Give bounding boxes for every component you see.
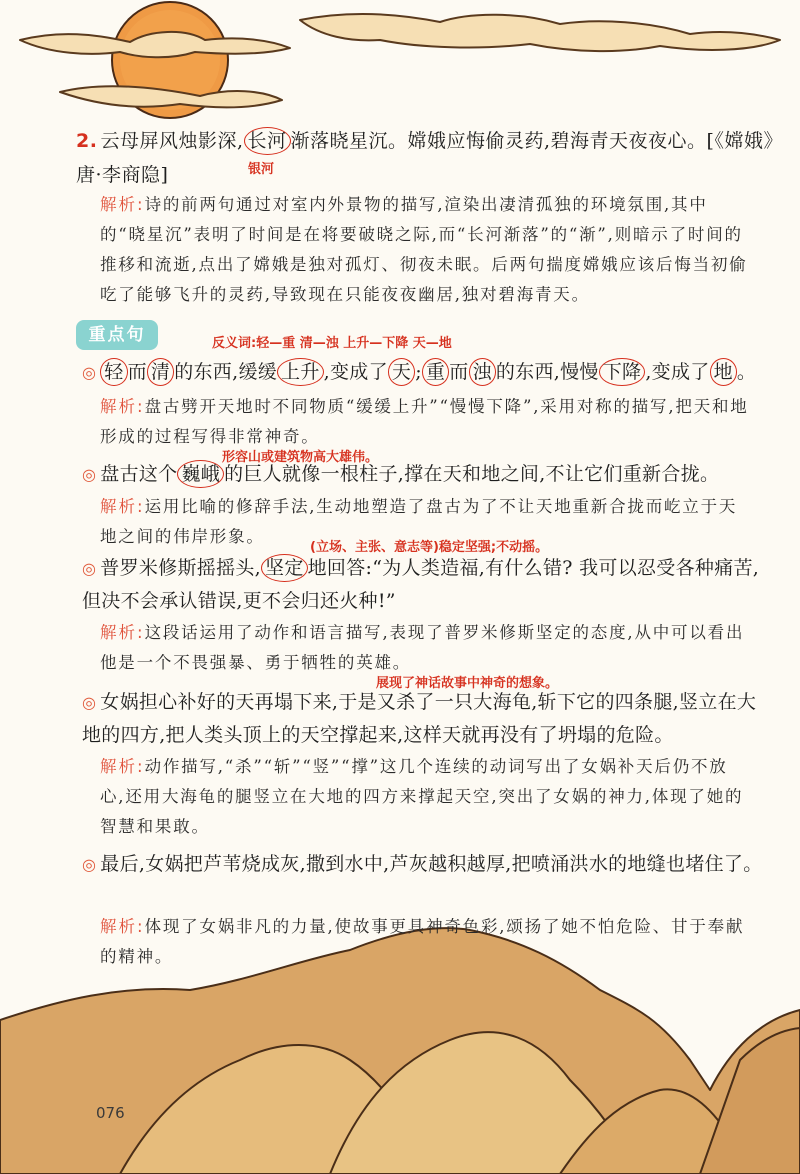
analysis-text: 动作描写,“杀”“斩”“竖”“撑”这几个连续的动词写出了女娲补天后仍不放心,还用大海龟的腿竖立在大地的四方来撑起天空,突出了女娲的神力,体现了她的智慧和果敢。 <box>100 757 744 836</box>
sentence-text: 的东西,缓缓 <box>174 361 278 383</box>
circled-word: 长河 <box>244 127 291 155</box>
analysis-block <box>100 190 750 310</box>
analysis-block <box>100 752 750 842</box>
analysis-label: 解析: <box>100 757 145 776</box>
analysis-label: 解析: <box>100 623 145 642</box>
sentence-text: 最后,女娲把芦苇烧成灰,撒到水中,芦灰越积越厚,把喷涌洪水的地缝也堵住了。 <box>100 853 763 875</box>
sentence-text: 盘古这个 <box>100 463 178 485</box>
key-sentence-2 <box>82 458 768 491</box>
poem-text-b: 渐落晓星沉。嫦娥应悔偷灵药,碧海青天夜夜心。[《嫦娥》唐·李商隐] <box>76 130 774 186</box>
analysis-text: 运用比喻的修辞手法,生动地塑造了盘古为了不让天地重新合拢而屹立于天地之间的伟岸形象。 <box>100 497 738 546</box>
analysis-text: 体现了女娲非凡的力量,使故事更具神奇色彩,颂扬了她不怕危险、甘于奉献的精神。 <box>100 917 745 966</box>
antonym-note: 反义词:轻—重 清—浊 上升—下降 天—地 <box>212 336 452 351</box>
definition-note: 形容山或建筑物高大雄伟。 <box>222 450 379 465</box>
circled-word: 浊 <box>469 358 496 386</box>
sentence-text: 而 <box>127 361 147 383</box>
analysis-label: 解析: <box>100 497 145 516</box>
section-badge: 重点句 <box>76 320 158 350</box>
bullet-icon: ◎ <box>82 465 97 484</box>
analysis-label: 解析: <box>100 397 145 416</box>
sentence-text: ; <box>415 361 422 383</box>
poem-text-a: 云母屏风烛影深, <box>100 130 244 152</box>
circled-word: 上升 <box>277 358 324 386</box>
analysis-text: 盘古劈开天地时不同物质“缓缓上升”“慢慢下降”,采用对称的描写,把天和地形成的过程写得非常神奇。 <box>100 397 749 446</box>
bullet-icon: ◎ <box>82 363 97 382</box>
sentence-text: 女娲担心补好的天再塌下来,于是又杀了一只大海龟,斩下它的四条腿,竖立在大地的四方,把人类头顶上的天空撑起来,这样天就再没有了坍塌的危险。 <box>82 691 757 746</box>
sentence-text: 普罗米修斯摇摇头, <box>100 557 262 579</box>
circled-word: 巍峨 <box>177 460 224 488</box>
sentence-text: 。 <box>736 361 757 383</box>
page-number: 076 <box>96 1104 125 1122</box>
sentence-text: ,变成了 <box>323 361 388 383</box>
sentence-text: 的巨人就像一根柱子,撑在天和地之间,不让它们重新合拢。 <box>224 463 720 485</box>
poem-block <box>76 124 776 192</box>
definition-note: (立场、主张、意志等)稳定坚强;不动摇。 <box>310 540 549 555</box>
bullet-icon: ◎ <box>82 855 97 874</box>
circled-word: 天 <box>388 358 415 386</box>
key-sentence-5 <box>82 848 768 881</box>
poem-number: 2. <box>76 130 98 152</box>
analysis-text: 诗的前两句通过对室内外景物的描写,渲染出凄清孤独的环境氛围,其中的“晓星沉”表明了时间是在将要破晓之际,而“长河渐落”的“渐”,则暗示了时间的推移和流逝,点出了嫦娥是独对孤灯、彻夜未眠。后两句揣度嫦娥应该后悔当初偷吃了能够飞升的灵药,导致现在只能夜夜幽居,独对碧海青天。 <box>100 195 748 304</box>
circled-word: 清 <box>147 358 174 386</box>
sentence-text: 的东西,慢慢 <box>495 361 599 383</box>
circled-word: 地 <box>710 358 737 386</box>
key-sentence-3 <box>82 552 768 617</box>
circled-word: 轻 <box>100 358 127 386</box>
analysis-text: 这段话运用了动作和语言描写,表现了普罗米修斯坚定的态度,从中可以看出他是一个不畏强暴、勇于牺牲的英雄。 <box>100 623 745 672</box>
circled-word: 下降 <box>599 358 646 386</box>
analysis-label: 解析: <box>100 917 145 936</box>
analysis-block <box>100 618 750 678</box>
sentence-text: ,变成了 <box>645 361 710 383</box>
bullet-icon: ◎ <box>82 693 97 712</box>
sentence-text: 而 <box>449 361 469 383</box>
analysis-label: 解析: <box>100 195 145 214</box>
sentence-text: 地回答:“为人类造福,有什么错? 我可以忍受各种痛苦,但决不会承认错误,更不会归还火种!” <box>82 557 760 612</box>
circled-word: 坚定 <box>261 554 308 582</box>
bullet-icon: ◎ <box>82 559 97 578</box>
key-sentence-1 <box>82 356 768 389</box>
key-sentence-4 <box>82 686 768 751</box>
circled-word: 重 <box>422 358 449 386</box>
analysis-block <box>100 912 750 972</box>
annotation-note: 银河 <box>248 162 275 177</box>
definition-note: 展现了神话故事中神奇的想象。 <box>376 676 559 691</box>
analysis-block <box>100 392 750 452</box>
